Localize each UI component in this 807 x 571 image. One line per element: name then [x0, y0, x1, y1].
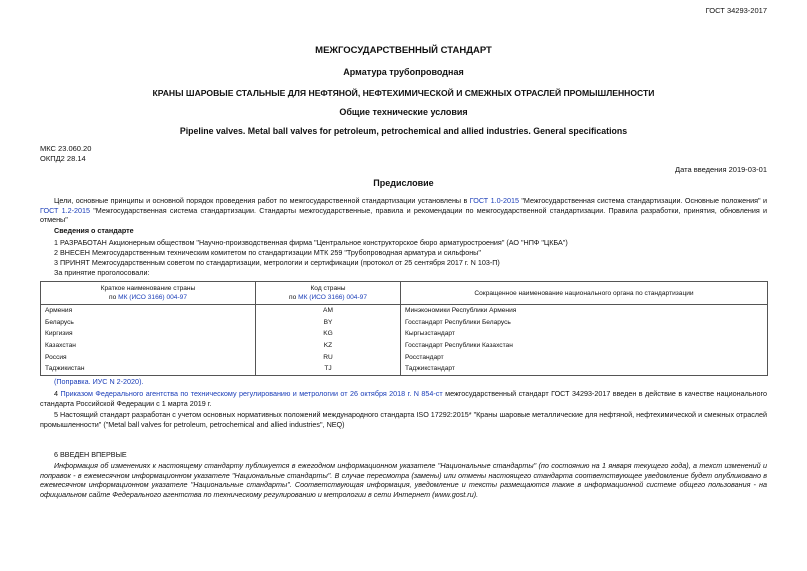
- preface-title: Предисловие: [373, 178, 434, 188]
- table-row: Казахстан KZ Госстандарт Республики Казахстан: [41, 340, 768, 352]
- table-row: Россия RU Росстандарт: [41, 351, 768, 363]
- gost-1-2-link[interactable]: ГОСТ 1.2-2015: [40, 205, 91, 215]
- standards-body-header: Сокращенное наименование национального органа по стандартизации: [401, 282, 768, 305]
- mk-iso-3166-link[interactable]: МК (ИСО 3166) 004-97: [118, 294, 187, 301]
- table-row: Таджикистан TJ Таджикстандарт: [41, 363, 768, 375]
- table-row: Киргизия KG Кыргызстандарт: [41, 328, 768, 340]
- amendment-note: (Поправка. ИУС N 2-2020).: [54, 377, 144, 386]
- item-1-developed: 1 РАЗРАБОТАН Акционерным обществом "Научно-производственная фирма "Центральное конструкторское бюро арматуростроения" (АО "НПФ "ЦКБА"): [54, 238, 568, 247]
- mks-code: МКС 23.060.20: [40, 144, 92, 153]
- russian-title: КРАНЫ ШАРОВЫЕ СТАЛЬНЫЕ ДЛЯ НЕФТЯНОЙ, НЕФТЕХИМИЧЕСКОЙ И СМЕЖНЫХ ОТРАСЛЕЙ ПРОМЫШЛЕННОСТИ: [152, 88, 655, 98]
- table-row: Армения AM Минэкономики Республики Армения: [41, 305, 768, 317]
- table-row: Беларусь BY Госстандарт Республики Беларусь: [41, 317, 768, 329]
- russian-subtitle: Общие технические условия: [339, 107, 468, 117]
- country-name-header: Краткое наименование страны по МК (ИСО 3166) 004-97: [41, 282, 256, 305]
- okpd-code: ОКПД2 28.14: [40, 154, 86, 163]
- interstate-standard-heading: МЕЖГОСУДАРСТВЕННЫЙ СТАНДАРТ: [315, 45, 492, 56]
- mk-iso-3166-link[interactable]: МК (ИСО 3166) 004-97: [298, 294, 367, 301]
- standard-info-heading: Сведения о стандарте: [54, 226, 134, 235]
- item-4-order: 4 Приказом Федерального агентства по техническому регулированию и метрологии от 26 октября 2018 г. N 854-ст межгосударственный стандарт ГОСТ 34293-2017 введен в действие в качестве национального стандарта Российской Федерации с 1 марта 2019 г.: [40, 389, 767, 408]
- gost-1-0-link[interactable]: ГОСТ 1.0-2015: [469, 196, 519, 205]
- introduction-date: Дата введения 2019-03-01: [675, 165, 767, 174]
- voting-table: [40, 281, 768, 376]
- english-title: Pipeline valves. Metal ball valves for petroleum, petrochemical and allied industries. General specifications: [179, 126, 628, 136]
- item-6-first-introduced: 6 ВВЕДЕН ВПЕРВЫЕ: [54, 450, 127, 459]
- preface-paragraph: Цели, основные принципы и основной порядок проведения работ по межгосударственной стандартизации установлены в ГОСТ 1.0-2015 "Межгосударственная система стандартизации. Основные положения" и ГОСТ 1.2-2015 "Межгосударственная система стандартизации. Стандарты межгосударственные, правила и рекомендации по межгосударственной стандартизации. Правила разработки, принятия, обновления и отмены": [40, 196, 767, 225]
- vote-intro: За принятие проголосовали:: [54, 268, 150, 277]
- category-heading: Арматура трубопроводная: [343, 67, 464, 77]
- country-code-header: Код страны по МК (ИСО 3166) 004-97: [256, 282, 401, 305]
- item-5-iso-basis: 5 Настоящий стандарт разработан с учетом основных нормативных положений международного стандарта ISO 17292:2015* "Краны шаровые металлические для нефтяной, нефтехимической и смежных отраслей промышленности" ("Metal ball valves for petroleum, petrochemical and allied industries", NEQ): [40, 410, 767, 429]
- item-3-adopted: 3 ПРИНЯТ Межгосударственным советом по стандартизации, метрологии и сертификации (протокол от 25 сентября 2017 г. N 103-П): [54, 258, 500, 267]
- classification-codes: [40, 144, 91, 164]
- document-number: ГОСТ 34293-2017: [705, 6, 767, 15]
- item-2-submitted: 2 ВНЕСЕН Межгосударственным техническим комитетом по стандартизации МТК 259 "Трубопроводная арматура и сильфоны": [54, 248, 481, 257]
- changes-notice: Информация об изменениях к настоящему стандарту публикуется в ежегодном информационном указателе "Национальные стандарты" (по состоянию на 1 января текущего года), а текст изменений и поправок - в ежемесячном информационном указателе "Национальные стандарты". В случае пересмотра (замены) или отмены настоящего стандарта соответствующее уведомление будет опубликовано в ежемесячном информационном указателе "Национальные стандарты". Соответствующая информация, уведомление и тексты размещаются также в информационной системе общего пользования - на официальном сайте Федерального агентства по техническому регулированию и метрологии в сети Интернет (www.gost.ru).: [40, 461, 767, 499]
- table-header-row: [41, 282, 768, 305]
- ius-2-2020-link[interactable]: ИУС N 2-2020: [92, 377, 140, 386]
- rosstandart-order-link[interactable]: Приказом Федерального агентства по техническому регулированию и метрологии от 26 октября 2018 г. N 854-ст: [60, 389, 443, 398]
